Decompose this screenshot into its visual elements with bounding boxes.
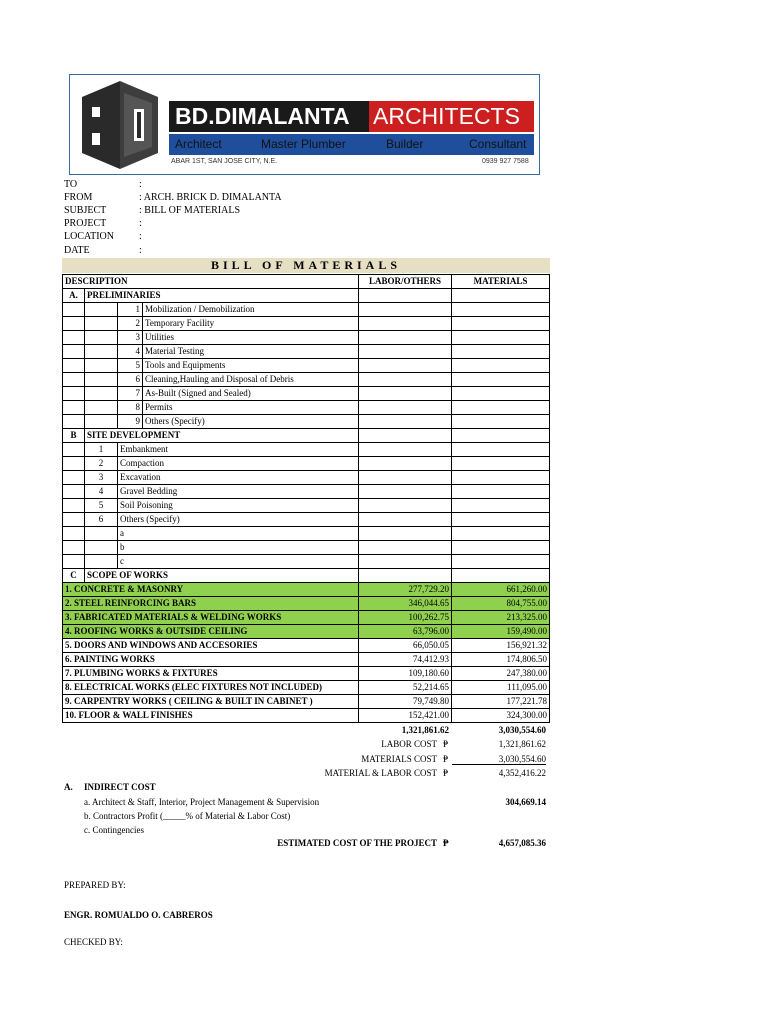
materials-cell <box>452 555 550 569</box>
item-number: 8 <box>118 401 143 415</box>
blank-cell <box>63 359 85 373</box>
item-description: b <box>118 541 359 555</box>
estimated-cost-label: ESTIMATED COST OF THE PROJECT <box>277 838 437 848</box>
materials-cell: 111,095.00 <box>452 681 550 695</box>
work-description: 4. ROOFING WORKS & OUTSIDE CEILING <box>63 625 359 639</box>
materials-cell: 324,300.00 <box>452 709 550 723</box>
labor-cell <box>359 429 452 443</box>
item-description: Material Testing <box>143 345 359 359</box>
item-number: 3 <box>118 331 143 345</box>
memo-label: LOCATION <box>64 231 114 242</box>
item-number <box>85 527 118 541</box>
materials-cell: 213,325.00 <box>452 611 550 625</box>
memo-label: PROJECT <box>64 218 107 229</box>
materials-cell <box>452 457 550 471</box>
item-description: Mobilization / Demobilization <box>143 303 359 317</box>
table-row <box>63 513 550 527</box>
table-row <box>63 457 550 471</box>
table-row <box>63 695 550 709</box>
prepared-by-name: ENGR. ROMUALDO O. CABREROS <box>64 910 213 920</box>
blank-cell <box>63 387 85 401</box>
table-row <box>63 611 550 625</box>
item-number: 6 <box>118 373 143 387</box>
materials-cell <box>452 387 550 401</box>
table-row <box>63 485 550 499</box>
blank-cell <box>63 331 85 345</box>
item-number: 4 <box>85 485 118 499</box>
labor-cell <box>359 317 452 331</box>
material-labor-cost-value: 4,352,416.22 <box>498 768 546 778</box>
labor-cell: 100,262.75 <box>359 611 452 625</box>
header-materials: MATERIALS <box>452 275 550 289</box>
indirect-item: b. Contractors Profit (_____% of Material & Labor Cost) <box>84 811 291 821</box>
memo-value: : ARCH. BRICK D. DIMALANTA <box>139 192 282 203</box>
labor-cell <box>359 513 452 527</box>
table-row <box>63 597 550 611</box>
bill-of-materials-table <box>62 274 550 723</box>
labor-cell: 74,412.93 <box>359 653 452 667</box>
role-label: Builder <box>386 137 424 151</box>
item-number: 7 <box>118 387 143 401</box>
item-number: 2 <box>118 317 143 331</box>
materials-total: 3,030,554.60 <box>498 725 546 735</box>
blank-cell <box>63 345 85 359</box>
item-number: 5 <box>85 499 118 513</box>
item-description: Temporary Facility <box>143 317 359 331</box>
materials-cell <box>452 443 550 457</box>
labor-cell <box>359 401 452 415</box>
item-description: Gravel Bedding <box>118 485 359 499</box>
blank-cell <box>63 513 85 527</box>
table-row <box>63 709 550 723</box>
table-row <box>63 499 550 513</box>
firm-name-primary: BD.DIMALANTA <box>175 103 350 129</box>
memo-label: TO <box>64 179 78 190</box>
roles-bar <box>169 134 534 155</box>
materials-cell <box>452 401 550 415</box>
memo-label: FROM <box>64 192 93 203</box>
labor-cell <box>359 331 452 345</box>
labor-cell <box>359 457 452 471</box>
table-row <box>63 555 550 569</box>
blank-cell <box>85 345 118 359</box>
item-description: Excavation <box>118 471 359 485</box>
materials-cell <box>452 415 550 429</box>
role-label: Architect <box>175 137 222 151</box>
materials-cell: 804,755.00 <box>452 597 550 611</box>
item-description: Permits <box>143 401 359 415</box>
labor-cell <box>359 569 452 583</box>
table-row <box>63 415 550 429</box>
item-description: Compaction <box>118 457 359 471</box>
firm-name-bar <box>169 101 534 132</box>
peso-sign: ₱ <box>443 838 449 848</box>
item-description: Tools and Equipments <box>143 359 359 373</box>
header-labor: LABOR/OTHERS <box>359 275 452 289</box>
section-title: SCOPE OF WORKS <box>85 569 359 583</box>
section-title: SITE DEVELOPMENT <box>85 429 359 443</box>
indirect-item: c. Contingencies <box>84 825 144 835</box>
table-row <box>63 583 550 597</box>
item-description: c <box>118 555 359 569</box>
blank-cell <box>63 457 85 471</box>
item-description: As-Built (Signed and Sealed) <box>143 387 359 401</box>
materials-cell <box>452 331 550 345</box>
work-description: 5. DOORS AND WINDOWS AND ACCESORIES <box>63 639 359 653</box>
blank-cell <box>63 317 85 331</box>
materials-cell: 156,921.32 <box>452 639 550 653</box>
labor-cost-label: LABOR COST <box>381 739 437 749</box>
table-row <box>63 625 550 639</box>
firm-phone: 0939 927 7588 <box>482 158 529 165</box>
role-label: Master Plumber <box>261 137 346 151</box>
section-code: C <box>63 569 85 583</box>
table-row <box>63 345 550 359</box>
labor-cell: 152,421.00 <box>359 709 452 723</box>
materials-cell <box>452 373 550 387</box>
item-description: Embankment <box>118 443 359 457</box>
table-row <box>63 667 550 681</box>
blank-cell <box>85 317 118 331</box>
materials-cell <box>452 359 550 373</box>
table-row <box>63 303 550 317</box>
labor-cell: 277,729.20 <box>359 583 452 597</box>
materials-cell <box>452 345 550 359</box>
item-number: 6 <box>85 513 118 527</box>
table-row <box>63 289 550 303</box>
memo-label: SUBJECT <box>64 205 107 216</box>
indirect-code: A. <box>64 782 73 792</box>
materials-cell <box>452 527 550 541</box>
materials-cell: 661,260.00 <box>452 583 550 597</box>
labor-cell: 79,749.80 <box>359 695 452 709</box>
header-description: DESCRIPTION <box>63 275 359 289</box>
labor-cell <box>359 527 452 541</box>
work-description: 3. FABRICATED MATERIALS & WELDING WORKS <box>63 611 359 625</box>
materials-cell <box>452 485 550 499</box>
indirect-value: 304,669.14 <box>505 797 546 807</box>
material-labor-cost-label: MATERIAL & LABOR COST <box>324 768 437 778</box>
materials-cost-label: MATERIALS COST <box>361 754 437 764</box>
labor-cell: 66,050.05 <box>359 639 452 653</box>
materials-cell <box>452 303 550 317</box>
labor-cell <box>359 485 452 499</box>
labor-total: 1,321,861.62 <box>401 725 449 735</box>
table-row <box>63 639 550 653</box>
item-description: a <box>118 527 359 541</box>
memo-label: DATE <box>64 245 90 256</box>
blank-cell <box>63 415 85 429</box>
memo-value: : <box>139 218 142 229</box>
labor-cell <box>359 555 452 569</box>
table-row <box>63 527 550 541</box>
materials-cost-value: 3,030,554.60 <box>452 754 546 765</box>
blank-cell <box>85 401 118 415</box>
work-description: 6. PAINTING WORKS <box>63 653 359 667</box>
materials-cell <box>452 429 550 443</box>
blank-cell <box>85 373 118 387</box>
table-row <box>63 401 550 415</box>
peso-sign: ₱ <box>443 739 449 749</box>
table-row <box>63 331 550 345</box>
table-row <box>63 653 550 667</box>
labor-cell <box>359 387 452 401</box>
letterhead <box>69 74 540 175</box>
labor-cell <box>359 415 452 429</box>
materials-cell: 159,490.00 <box>452 625 550 639</box>
item-number: 1 <box>118 303 143 317</box>
section-code: A. <box>63 289 85 303</box>
item-number: 5 <box>118 359 143 373</box>
item-description: Soil Poisoning <box>118 499 359 513</box>
blank-cell <box>85 331 118 345</box>
work-description: 2. STEEL REINFORCING BARS <box>63 597 359 611</box>
blank-cell <box>63 485 85 499</box>
work-description: 7. PLUMBING WORKS & FIXTURES <box>63 667 359 681</box>
labor-cell <box>359 541 452 555</box>
labor-cell <box>359 373 452 387</box>
checked-by-label: CHECKED BY: <box>64 937 123 947</box>
item-number: 3 <box>85 471 118 485</box>
blank-cell <box>63 443 85 457</box>
item-number: 9 <box>118 415 143 429</box>
section-code: B <box>63 429 85 443</box>
table-header-row <box>63 275 550 289</box>
materials-cell <box>452 569 550 583</box>
labor-cell <box>359 289 452 303</box>
table-row <box>63 471 550 485</box>
estimated-cost-value: 4,657,085.36 <box>498 838 546 848</box>
table-row <box>63 429 550 443</box>
materials-cell: 247,380.00 <box>452 667 550 681</box>
materials-cell <box>452 499 550 513</box>
blank-cell <box>63 373 85 387</box>
table-row <box>63 569 550 583</box>
role-label: Consultant <box>469 137 527 151</box>
blank-cell <box>85 303 118 317</box>
table-row <box>63 541 550 555</box>
materials-cell <box>452 513 550 527</box>
labor-cost-value: 1,321,861.62 <box>498 739 546 749</box>
table-row <box>63 373 550 387</box>
materials-cell <box>452 317 550 331</box>
table-row <box>63 387 550 401</box>
peso-sign: ₱ <box>443 754 449 764</box>
table-row <box>63 681 550 695</box>
materials-cell <box>452 541 550 555</box>
blank-cell <box>85 359 118 373</box>
labor-cell <box>359 499 452 513</box>
firm-address: ABAR 1ST, SAN JOSE CITY, N.E. <box>171 158 278 165</box>
blank-cell <box>63 541 85 555</box>
item-number <box>85 555 118 569</box>
item-number: 1 <box>85 443 118 457</box>
section-title: PRELIMINARIES <box>85 289 359 303</box>
work-description: 1. CONCRETE & MASONRY <box>63 583 359 597</box>
document-title: BILL OF MATERIALS <box>210 258 402 272</box>
memo-value: : BILL OF MATERIALS <box>139 205 241 216</box>
memo-value: : <box>139 245 142 256</box>
labor-cell: 346,044.65 <box>359 597 452 611</box>
labor-cell: 109,180.60 <box>359 667 452 681</box>
firm-name-secondary: ARCHITECTS <box>373 103 520 129</box>
item-description: Others (Specify) <box>143 415 359 429</box>
materials-cell <box>452 289 550 303</box>
item-description: Others (Specify) <box>118 513 359 527</box>
firm-logo-icon <box>78 79 162 171</box>
item-description: Utilities <box>143 331 359 345</box>
labor-cell: 52,214.65 <box>359 681 452 695</box>
document-title-bar <box>62 258 550 273</box>
blank-cell <box>85 415 118 429</box>
indirect-item: a. Architect & Staff, Interior, Project Management & Supervision <box>84 797 320 807</box>
labor-cell: 63,796.00 <box>359 625 452 639</box>
blank-cell <box>63 527 85 541</box>
table-row <box>63 317 550 331</box>
labor-cell <box>359 443 452 457</box>
materials-cell: 174,806.50 <box>452 653 550 667</box>
item-description: Cleaning,Hauling and Disposal of Debris <box>143 373 359 387</box>
table-row <box>63 443 550 457</box>
labor-cell <box>359 345 452 359</box>
labor-cell <box>359 471 452 485</box>
firm-name-secondary-box <box>369 101 534 132</box>
item-number <box>85 541 118 555</box>
blank-cell <box>63 555 85 569</box>
blank-cell <box>85 387 118 401</box>
blank-cell <box>63 471 85 485</box>
work-description: 8. ELECTRICAL WORKS (ELEC FIXTURES NOT INCLUDED) <box>63 681 359 695</box>
materials-cell <box>452 471 550 485</box>
materials-cell: 177,221.78 <box>452 695 550 709</box>
blank-cell <box>63 499 85 513</box>
blank-cell <box>63 401 85 415</box>
table-row <box>63 359 550 373</box>
labor-cell <box>359 303 452 317</box>
work-description: 10. FLOOR & WALL FINISHES <box>63 709 359 723</box>
work-description: 9. CARPENTRY WORKS ( CEILING & BUILT IN CABINET ) <box>63 695 359 709</box>
memo-value: : <box>139 179 142 190</box>
labor-cell <box>359 359 452 373</box>
peso-sign: ₱ <box>443 768 449 778</box>
indirect-title: INDIRECT COST <box>84 782 156 792</box>
blank-cell <box>63 303 85 317</box>
item-number: 4 <box>118 345 143 359</box>
prepared-by-label: PREPARED BY: <box>64 880 126 890</box>
memo-value: : <box>139 231 142 242</box>
item-number: 2 <box>85 457 118 471</box>
